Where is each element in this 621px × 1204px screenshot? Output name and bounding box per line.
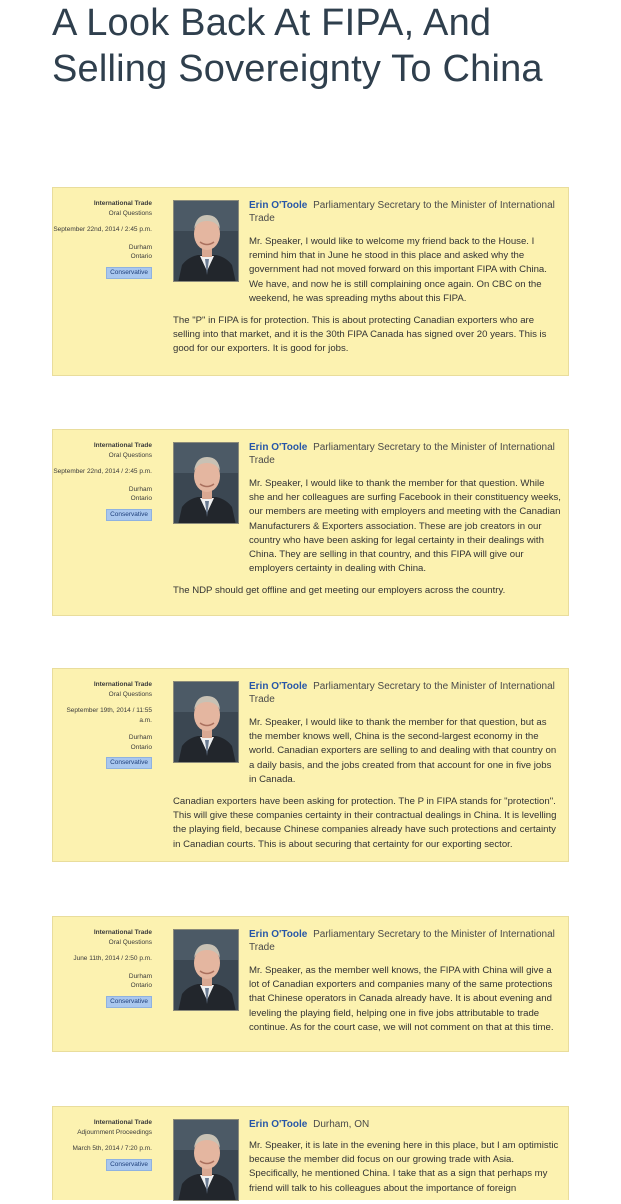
speech-card [52, 187, 569, 376]
speaker-line [249, 199, 561, 225]
province-label: Ontario [130, 743, 152, 751]
speech-date[interactable]: September 22nd, 2014 / 2:45 p.m. [53, 226, 152, 233]
speaker-line [249, 1118, 561, 1131]
speech-card [52, 429, 569, 616]
speaker-name[interactable]: Erin O'Toole [249, 681, 308, 692]
speaker-title: Durham, ON [313, 1119, 370, 1130]
province-label: Ontario [130, 253, 152, 260]
party-badge: Conservative [106, 757, 152, 769]
speaker-title: Parliamentary Secretary to the Minister of International Trade [249, 681, 555, 705]
speech-paragraph: Mr. Speaker, I would like to thank the member for that question, but as the member knows well, China is the second-largest economy in the world. Canadian exporters are selling to and dealing with that country on a daily basis, and the jobs created from that account for one in five jobs in Canada. [249, 717, 557, 785]
speaker-line [249, 680, 561, 706]
riding-label: Durham [128, 485, 152, 493]
province-label: Ontario [130, 982, 152, 989]
speech-date[interactable]: June 11th, 2014 / 2:50 p.m. [73, 955, 152, 962]
speech-body [173, 477, 561, 607]
speech-paragraph: The "P" in FIPA is for protection. This is about protecting Canadian exporters who are selling into that market, and it is the 30th FIPA Canada has signed over 20 years. This is good for our exporters. It is good for jobs. [173, 315, 547, 355]
province-label: Ontario [130, 495, 152, 502]
party-badge: Conservative [106, 1159, 152, 1171]
section-link[interactable]: International Trade [93, 1119, 152, 1126]
party-badge: Conservative [106, 267, 152, 279]
section-link[interactable]: International Trade [93, 681, 152, 688]
speaker-name[interactable]: Erin O'Toole [249, 442, 308, 453]
speech-date[interactable]: September 19th, 2014 / 11:55 a.m. [66, 707, 152, 724]
party-badge: Conservative [106, 996, 152, 1008]
speaker-name[interactable]: Erin O'Toole [249, 200, 308, 211]
speech-paragraph: Mr. Speaker, it is late in the evening here in this place, but I am optimistic because the member did focus on our growing trade with Asia. Specifically, he mentioned China. I take that as a sign that perhaps my friend will talk to his colleagues about the importance of foreign [249, 1140, 559, 1194]
speaker-title: Parliamentary Secretary to the Minister of International Trade [249, 442, 555, 466]
speech-meta [53, 928, 152, 1008]
speech-body [173, 964, 561, 1043]
riding-label: Durham [128, 972, 152, 980]
page-title: A Look Back At FIPA, And Selling Sovereignty To China [52, 2, 543, 90]
speaker-line [249, 441, 561, 467]
speech-date[interactable]: March 5th, 2014 / 7:20 p.m. [72, 1145, 152, 1152]
speech-meta [53, 1118, 152, 1171]
speaker-title: Parliamentary Secretary to the Minister of International Trade [249, 200, 555, 224]
speaker-name[interactable]: Erin O'Toole [249, 929, 308, 940]
speech-meta [53, 199, 152, 279]
speaker-name[interactable]: Erin O'Toole [249, 1119, 308, 1130]
speech-card [52, 668, 569, 862]
section-link[interactable]: International Trade [93, 200, 152, 207]
section-link[interactable]: International Trade [93, 442, 152, 449]
speech-card [52, 1106, 569, 1200]
speech-meta [53, 441, 152, 521]
party-badge: Conservative [106, 509, 152, 521]
speech-meta [53, 680, 152, 769]
riding-label: Durham [128, 734, 152, 741]
speaker-line [249, 928, 561, 954]
speech-body [173, 235, 561, 365]
section-link[interactable]: International Trade [93, 929, 152, 936]
subsection-label: Oral Questions [108, 690, 152, 698]
speech-paragraph: Mr. Speaker, I would like to welcome my friend back to the House. I remind him that in June he stood in this place and asked why the government had not moved forward on this important FIPA with China. We have, and now he is still complaining once again. On CBC on the weekend, he was spreading myths about this FIPA. [249, 236, 547, 304]
speech-body [173, 716, 561, 860]
subsection-label: Adjournment Proceedings [77, 1128, 152, 1136]
speech-paragraph: The NDP should get offline and get meeting our employers across the country. [173, 585, 506, 597]
speech-paragraph: Mr. Speaker, as the member well knows, the FIPA with China will give a lot of Canadian exporters and companies many of the same protections that Chinese operators in Canada already have. It is about evening and leveling the playing field, helping one in five jobs attributable to trade continue. As for the court case, we will not comment on that at this time. [249, 965, 554, 1033]
subsection-label: Oral Questions [108, 938, 152, 946]
subsection-label: Oral Questions [108, 209, 152, 217]
speech-body [173, 1139, 561, 1204]
speaker-title: Parliamentary Secretary to the Minister of International Trade [249, 929, 555, 953]
riding-label: Durham [128, 243, 152, 251]
speech-date[interactable]: September 22nd, 2014 / 2:45 p.m. [53, 468, 152, 475]
subsection-label: Oral Questions [108, 451, 152, 459]
speech-paragraph: Canadian exporters have been asking for protection. The P in FIPA stands for "protection". This will give these companies certainty in their contractual dealings in China. It is levelling the playing field, because Chinese companies already have such protections and certainty in Canadian courts. This is about securing that certainty for our exporting sector. [173, 796, 557, 850]
speech-paragraph: Mr. Speaker, I would like to thank the member for that question. While she and her colleagues are surfing Facebook in their constituency weeks, our members are meeting with employers and meeting with the Canadian Manufacturers & Exporters association. These are job creators in our country who have been asking for legal certainty in their dealings with China. They are selling in that country, and this FIPA will give our employers certainty in dealing with China. [249, 478, 561, 575]
speech-card [52, 916, 569, 1052]
